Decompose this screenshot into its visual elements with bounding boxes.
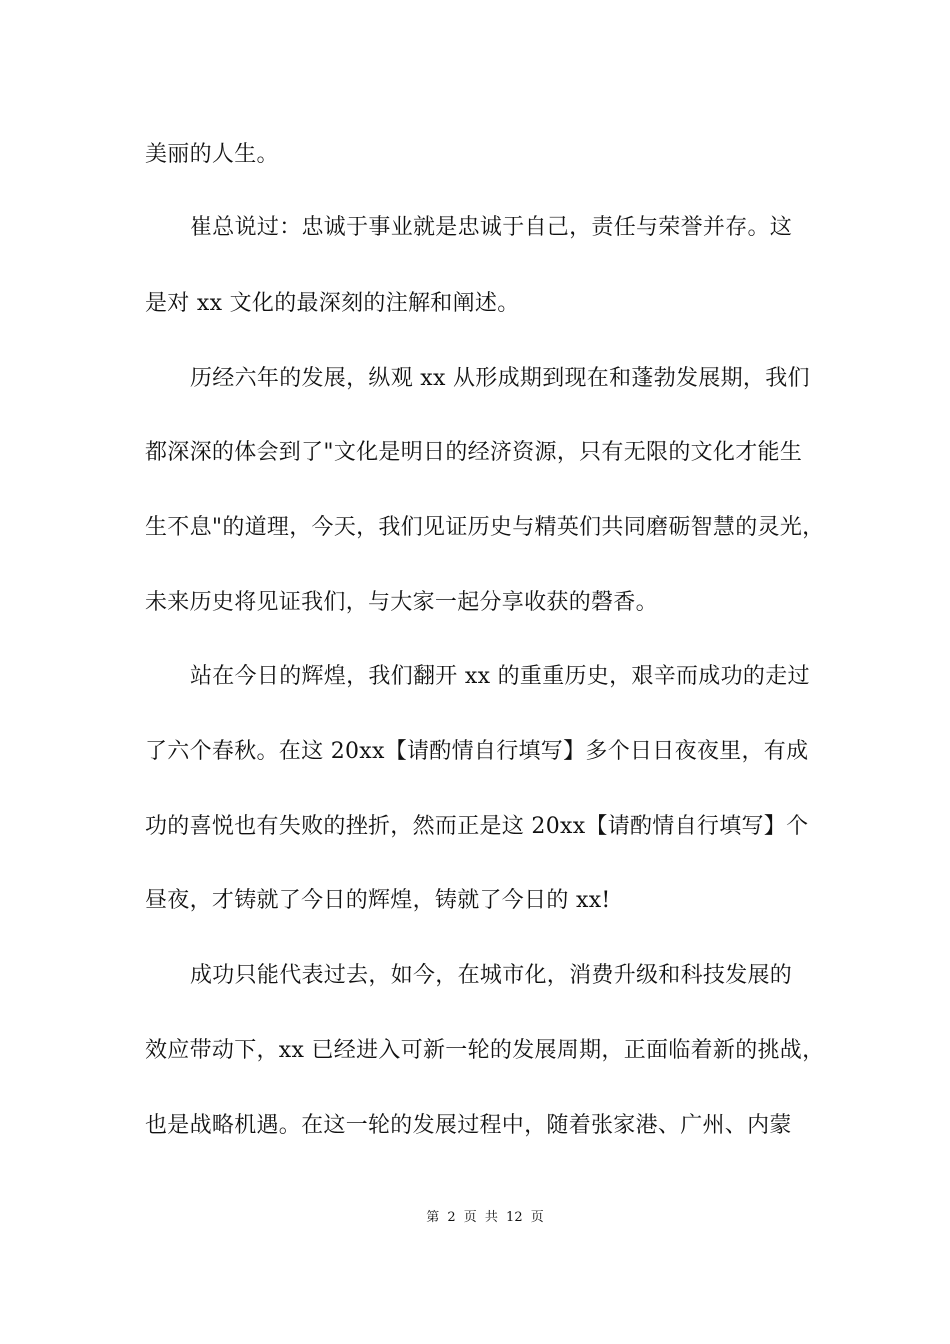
page-number-footer: 第 2 页 共 12 页 bbox=[426, 1210, 544, 1225]
paragraph-start-line: 成功只能代表过去，如今，在城市化，消费升级和科技发展的 bbox=[190, 963, 793, 988]
paragraph-start-line: 崔总说过：忠诚于事业就是忠诚于自己，责任与荣誉并存。这 bbox=[190, 215, 793, 240]
text-line: 生不息"的道理，今天，我们见证历史与精英们共同磨砺智慧的灵光， bbox=[145, 515, 825, 540]
text-line: 未来历史将见证我们，与大家一起分享收获的磬香。 bbox=[145, 590, 658, 615]
text-line: 效应带动下，xx 已经进入可新一轮的发展周期，正面临着新的挑战， bbox=[145, 1038, 825, 1063]
text-line: 了六个春秋。在这 20xx【请酌情自行填写】多个日日夜夜里，有成 bbox=[145, 739, 809, 764]
text-line: 是对 xx 文化的最深刻的注解和阐述。 bbox=[145, 291, 520, 316]
text-line: 昼夜，才铸就了今日的辉煌，铸就了今日的 xx! bbox=[145, 888, 611, 913]
text-line: 也是战略机遇。在这一轮的发展过程中，随着张家港、广州、内蒙 bbox=[145, 1113, 792, 1138]
text-line: 美丽的人生。 bbox=[145, 142, 279, 167]
paragraph-start-line: 站在今日的辉煌，我们翻开 xx 的重重历史，艰辛而成功的走过 bbox=[190, 664, 810, 689]
text-line: 都深深的体会到了"文化是明日的经济资源，只有无限的文化才能生 bbox=[145, 440, 803, 465]
paragraph-start-line: 历经六年的发展，纵观 xx 从形成期到现在和蓬勃发展期，我们 bbox=[190, 366, 810, 391]
text-line: 功的喜悦也有失败的挫折，然而正是这 20xx【请酌情自行填写】个 bbox=[145, 814, 809, 839]
